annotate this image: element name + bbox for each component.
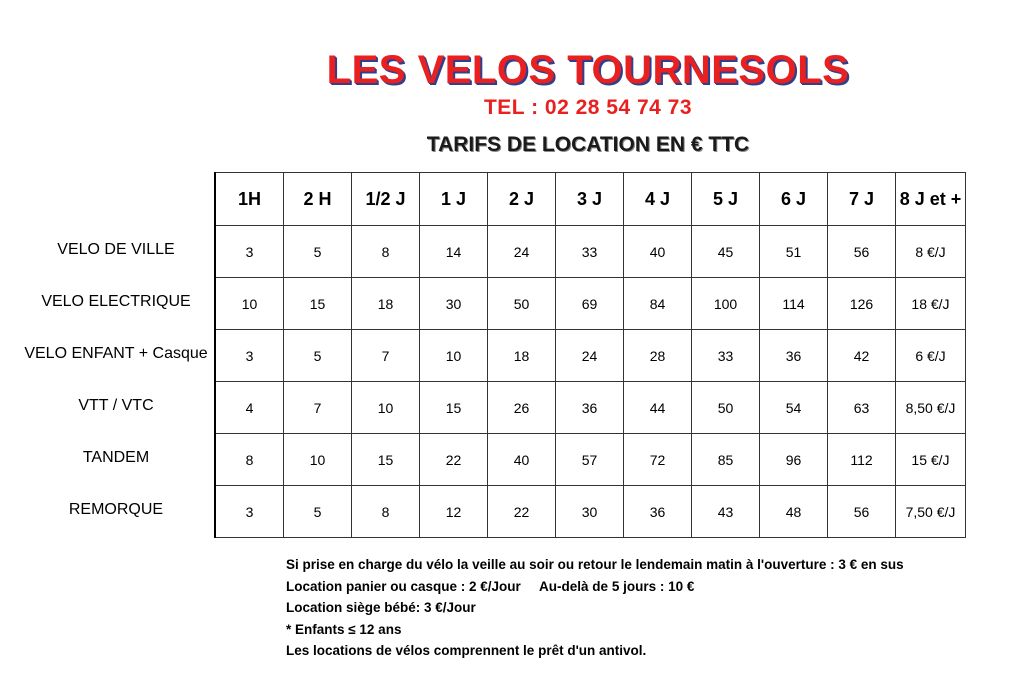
price-cell: 8 — [352, 486, 420, 538]
price-cell: 36 — [760, 330, 828, 382]
price-cell: 24 — [556, 330, 624, 382]
price-cell: 8 — [215, 434, 284, 486]
price-cell: 12 — [420, 486, 488, 538]
price-cell: 54 — [760, 382, 828, 434]
price-cell: 5 — [284, 486, 352, 538]
price-cell: 22 — [420, 434, 488, 486]
price-cell: 8 — [352, 226, 420, 278]
price-cell: 8 €/J — [896, 226, 966, 278]
price-cell: 56 — [828, 226, 896, 278]
price-cell: 7,50 €/J — [896, 486, 966, 538]
table-row — [215, 486, 966, 538]
price-cell: 84 — [624, 278, 692, 330]
price-cell: 36 — [556, 382, 624, 434]
column-header: 5 J — [692, 173, 760, 226]
price-cell: 24 — [488, 226, 556, 278]
price-cell: 4 — [215, 382, 284, 434]
column-header: 6 J — [760, 173, 828, 226]
price-cell: 10 — [284, 434, 352, 486]
note-line: Si prise en charge du vélo la veille au soir ou retour le lendemain matin à l'ouverture : 3 € en sus — [286, 557, 904, 572]
price-cell: 43 — [692, 486, 760, 538]
column-header: 1 J — [420, 173, 488, 226]
note-line: Les locations de vélos comprennent le prêt d'un antivol. — [286, 643, 647, 658]
column-header: 7 J — [828, 173, 896, 226]
price-cell: 112 — [828, 434, 896, 486]
price-cell: 72 — [624, 434, 692, 486]
price-cell: 8,50 €/J — [896, 382, 966, 434]
column-header: 4 J — [624, 173, 692, 226]
price-cell: 22 — [488, 486, 556, 538]
column-header: 1H — [215, 173, 284, 226]
price-cell: 100 — [692, 278, 760, 330]
table-row — [215, 330, 966, 382]
row-label: VELO ENFANT + Casque — [24, 345, 208, 362]
row-label: REMORQUE — [68, 501, 164, 518]
column-header: 3 J — [556, 173, 624, 226]
note-line: * Enfants ≤ 12 ans — [286, 621, 402, 637]
price-cell: 7 — [352, 330, 420, 382]
price-cell: 56 — [828, 486, 896, 538]
column-header: 8 J et + — [896, 173, 966, 226]
price-cell: 3 — [215, 226, 284, 278]
price-cell: 45 — [692, 226, 760, 278]
price-cell: 96 — [760, 434, 828, 486]
price-cell: 3 — [215, 330, 284, 382]
price-cell: 10 — [215, 278, 284, 330]
price-cell: 14 — [420, 226, 488, 278]
row-label: VELO DE VILLE — [57, 241, 175, 258]
price-cell: 26 — [488, 382, 556, 434]
price-cell: 40 — [624, 226, 692, 278]
price-cell: 10 — [352, 382, 420, 434]
row-label: VTT / VTC — [78, 397, 154, 414]
phone-number: TEL : 02 28 54 74 73 — [483, 96, 693, 119]
table-row — [215, 278, 966, 330]
price-cell: 18 €/J — [896, 278, 966, 330]
notes-section — [286, 554, 904, 662]
price-cell: 48 — [760, 486, 828, 538]
price-cell: 15 €/J — [896, 434, 966, 486]
price-table — [214, 172, 966, 538]
price-cell: 63 — [828, 382, 896, 434]
price-cell: 114 — [760, 278, 828, 330]
price-cell: 15 — [420, 382, 488, 434]
price-cell: 15 — [352, 434, 420, 486]
price-cell: 126 — [828, 278, 896, 330]
price-cell: 5 — [284, 226, 352, 278]
price-cell: 69 — [556, 278, 624, 330]
column-header: 2 H — [284, 173, 352, 226]
price-cell: 5 — [284, 330, 352, 382]
note-line: Location panier ou casque : 2 €/Jour Au-delà de 5 jours : 10 € — [286, 578, 695, 594]
price-list-subtitle: TARIFS DE LOCATION EN € TTC — [426, 133, 750, 156]
price-table-body — [215, 173, 966, 538]
price-cell: 18 — [352, 278, 420, 330]
price-cell: 57 — [556, 434, 624, 486]
table-row — [215, 382, 966, 434]
table-row — [215, 434, 966, 486]
column-header: 1/2 J — [352, 173, 420, 226]
price-cell: 30 — [556, 486, 624, 538]
price-cell: 7 — [284, 382, 352, 434]
price-cell: 36 — [624, 486, 692, 538]
column-header: 2 J — [488, 173, 556, 226]
header-row — [215, 173, 966, 226]
table-row — [215, 226, 966, 278]
note-line: Location siège bébé: 3 €/Jour — [286, 600, 476, 615]
price-cell: 28 — [624, 330, 692, 382]
shop-title: LES VELOS TOURNESOLS — [326, 48, 850, 92]
row-label: VELO ELECTRIQUE — [41, 293, 191, 310]
price-cell: 51 — [760, 226, 828, 278]
price-cell: 42 — [828, 330, 896, 382]
price-cell: 50 — [488, 278, 556, 330]
price-cell: 18 — [488, 330, 556, 382]
price-cell: 40 — [488, 434, 556, 486]
price-cell: 44 — [624, 382, 692, 434]
price-cell: 15 — [284, 278, 352, 330]
price-cell: 30 — [420, 278, 488, 330]
price-cell: 33 — [692, 330, 760, 382]
row-labels — [0, 224, 232, 536]
row-label: TANDEM — [82, 449, 150, 466]
price-cell: 50 — [692, 382, 760, 434]
price-cell: 10 — [420, 330, 488, 382]
price-cell: 6 €/J — [896, 330, 966, 382]
price-cell: 33 — [556, 226, 624, 278]
price-cell: 85 — [692, 434, 760, 486]
price-cell: 3 — [215, 486, 284, 538]
